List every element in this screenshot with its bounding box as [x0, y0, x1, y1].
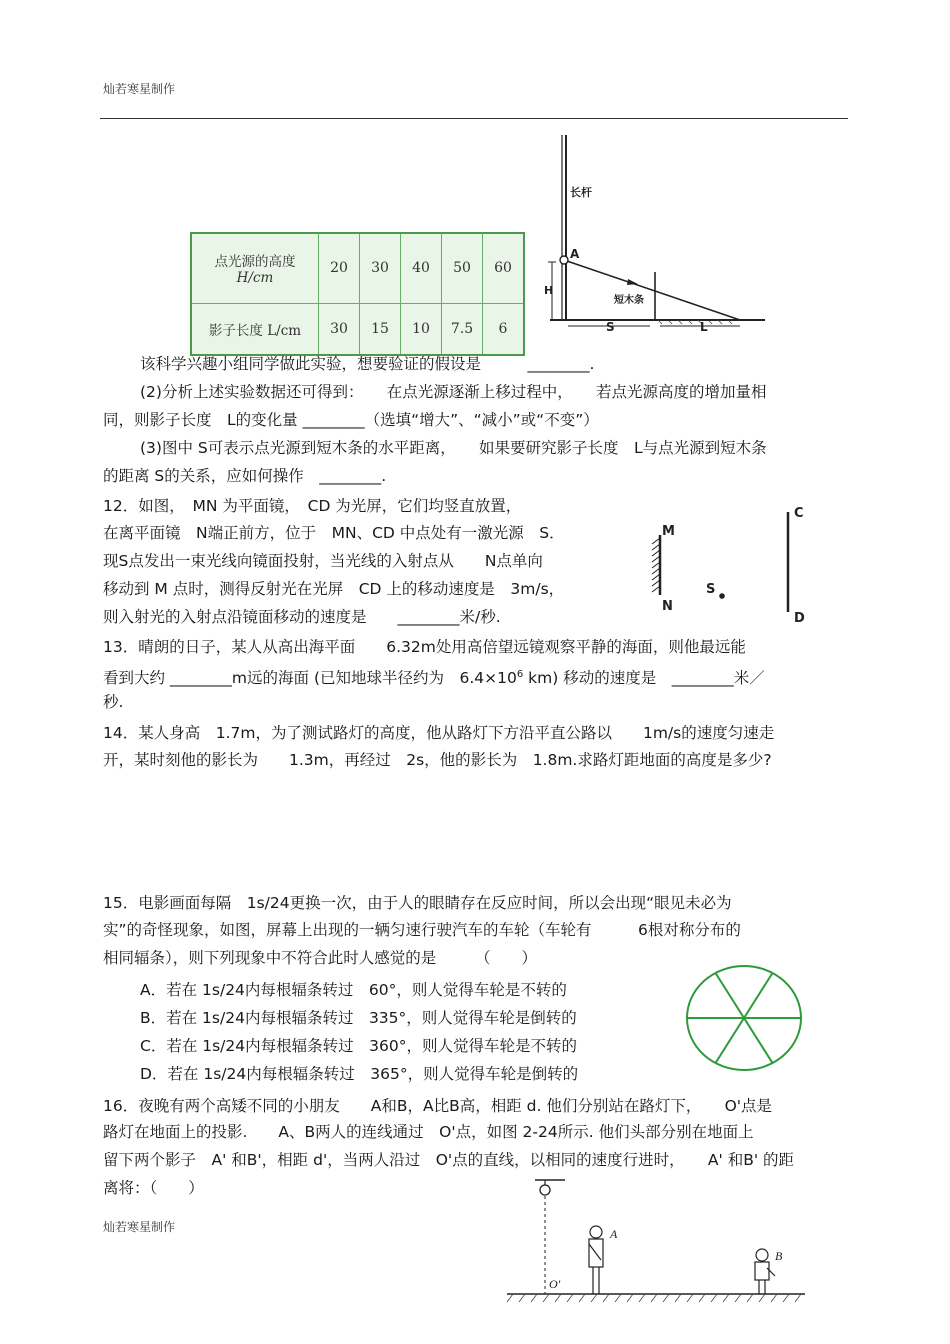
street-lamp-figure [505, 1176, 810, 1306]
table-cell: 6 [483, 303, 525, 355]
child-a-label: A [610, 1227, 618, 1241]
header-divider [100, 118, 848, 119]
point-c-label: C [794, 506, 804, 521]
pole-shadow-figure [540, 130, 770, 340]
point-o-prime-label: O′ [549, 1277, 561, 1291]
q12-line-3: 现S点发出一束光线向镜面投射，当光线的入射点从 N点单向 [103, 552, 543, 570]
q12-line-5: 则入射光的入射点沿镜面移动的速度是 ________米/秒. [103, 608, 501, 626]
table-cell: 30 [360, 233, 401, 303]
q14-line-1: 14．某人身高 1.7m，为了测试路灯的高度，他从路灯下方沿平直公路以 1m/s的速度匀速走 [103, 724, 775, 742]
q13-line-2 [103, 665, 765, 688]
q12-line-4: 移动到 M 点时，测得反射光在光屏 CD 上的移动速度是 3m/s， [103, 580, 565, 598]
height-label: 点光源的高度 [214, 254, 296, 271]
table-cell: 20 [319, 233, 360, 303]
q15-option-d: D．若在 1s/24内每根辐条转过 365°，则人觉得车轮是倒转的 [140, 1065, 579, 1083]
light-height-table [190, 232, 525, 356]
shadow-l-label: L [700, 320, 708, 334]
distance-s-label: S [606, 320, 615, 334]
table-cell: 15 [360, 303, 401, 355]
point-m-label: M [662, 524, 675, 539]
q13-line-3: 秒. [103, 693, 124, 711]
q15-option-c: C．若在 1s/24内每根辐条转过 360°，则人觉得车轮是不转的 [140, 1037, 577, 1055]
q11-line-2: (2)分析上述实验数据还可得到： 在点光源逐渐上移过程中， 若点光源高度的增加量相 [140, 383, 767, 401]
q16-line-3: 留下两个影子 A' 和B'，相距 d'，当两人沿过 O'点的直线，以相同的速度行进时， A' 和B' 的距 [103, 1151, 795, 1169]
point-n-label: N [662, 599, 673, 614]
q14-line-2: 开，某时刻他的影长为 1.3m，再经过 2s，他的影长为 1.8m.求路灯距地面的高度是多少? [103, 751, 772, 769]
table-row [191, 233, 524, 303]
q13-line-1: 13．晴朗的日子，某人从高出海平面 6.32m处用高倍望远镜观察平静的海面，则他最远能 [103, 638, 746, 656]
height-unit: H/cm [236, 270, 274, 287]
q13-text-b: km) 移动的速度是 ________米／ [523, 669, 765, 688]
point-s-label: S [706, 582, 716, 597]
table-cell: 60 [483, 233, 525, 303]
q12-line-1: 12．如图， MN 为平面镜， CD 为光屏，它们均竖直放置， [103, 497, 522, 515]
q11-line-4: (3)图中 S可表示点光源到短木条的水平距离， 如果要研究影子长度 L与点光源到短木条 [140, 439, 767, 457]
short-bar-label: 短木条 [614, 295, 644, 306]
height-h-label: H [544, 284, 554, 297]
q11-line-3: 同，则影子长度 L的变化量 ________（选填“增大”、“减小”或“不变”） [103, 411, 599, 429]
table-row-header [191, 233, 319, 303]
table-cell: 40 [401, 233, 442, 303]
child-b-label: B [775, 1249, 783, 1263]
q15-line-1: 15．电影画面每隔 1s/24更换一次，由于人的眼睛存在反应时间，所以会出现“眼见未必为 [103, 894, 732, 912]
point-d-label: D [794, 611, 805, 625]
point-a-label: A [570, 247, 580, 261]
table-row [191, 303, 524, 355]
q12-line-2: 在离平面镜 N端正前方，位于 MN、CD 中点处有一激光源 S． [103, 524, 565, 542]
q13-text-a: 看到大约 ________m远的海面 (已知地球半径约为 6.4×10 [103, 669, 517, 688]
q15-line-2: 实”的奇怪现象，如图，屏幕上出现的一辆匀速行驶汽车的车轮（车轮有 6根对称分布的 [103, 921, 741, 939]
mirror-screen-figure [640, 500, 820, 625]
wheel-figure [684, 963, 804, 1073]
q15-option-a: A．若在 1s/24内每根辐条转过 60°，则人觉得车轮是不转的 [140, 981, 567, 999]
q15-line-3: 相同辐条），则下列现象中不符合此时人感觉的是 （ ） [103, 949, 538, 967]
page-footer: 灿若寒星制作 [103, 1220, 176, 1234]
q11-line-1: 该科学兴趣小组同学做此实验，想要验证的假设是 ________. [140, 355, 595, 373]
q16-line-4: 离将：（ ） [103, 1179, 204, 1197]
page-header: 灿若寒星制作 [103, 82, 176, 96]
table-cell: 10 [401, 303, 442, 355]
q11-line-5: 的距离 S的关系，应如何操作 ________. [103, 467, 387, 485]
table-cell: 50 [442, 233, 483, 303]
q13-exponent: 6 [516, 669, 524, 680]
table-cell: 30 [319, 303, 360, 355]
table-cell: 7.5 [442, 303, 483, 355]
q15-option-b: B．若在 1s/24内每根辐条转过 335°，则人觉得车轮是倒转的 [140, 1009, 577, 1027]
q16-line-2: 路灯在地面上的投影. A、B两人的连线通过 O'点，如图 2-24所示. 他们头部分别在地面上 [103, 1123, 754, 1141]
q16-line-1: 16．夜晚有两个高矮不同的小朋友 A和B，A比B高，相距 d. 他们分别站在路灯下， O'点是 [103, 1097, 773, 1115]
table-row-header: 影子长度 L/cm [191, 303, 319, 355]
pole-label: 长杆 [570, 186, 592, 199]
